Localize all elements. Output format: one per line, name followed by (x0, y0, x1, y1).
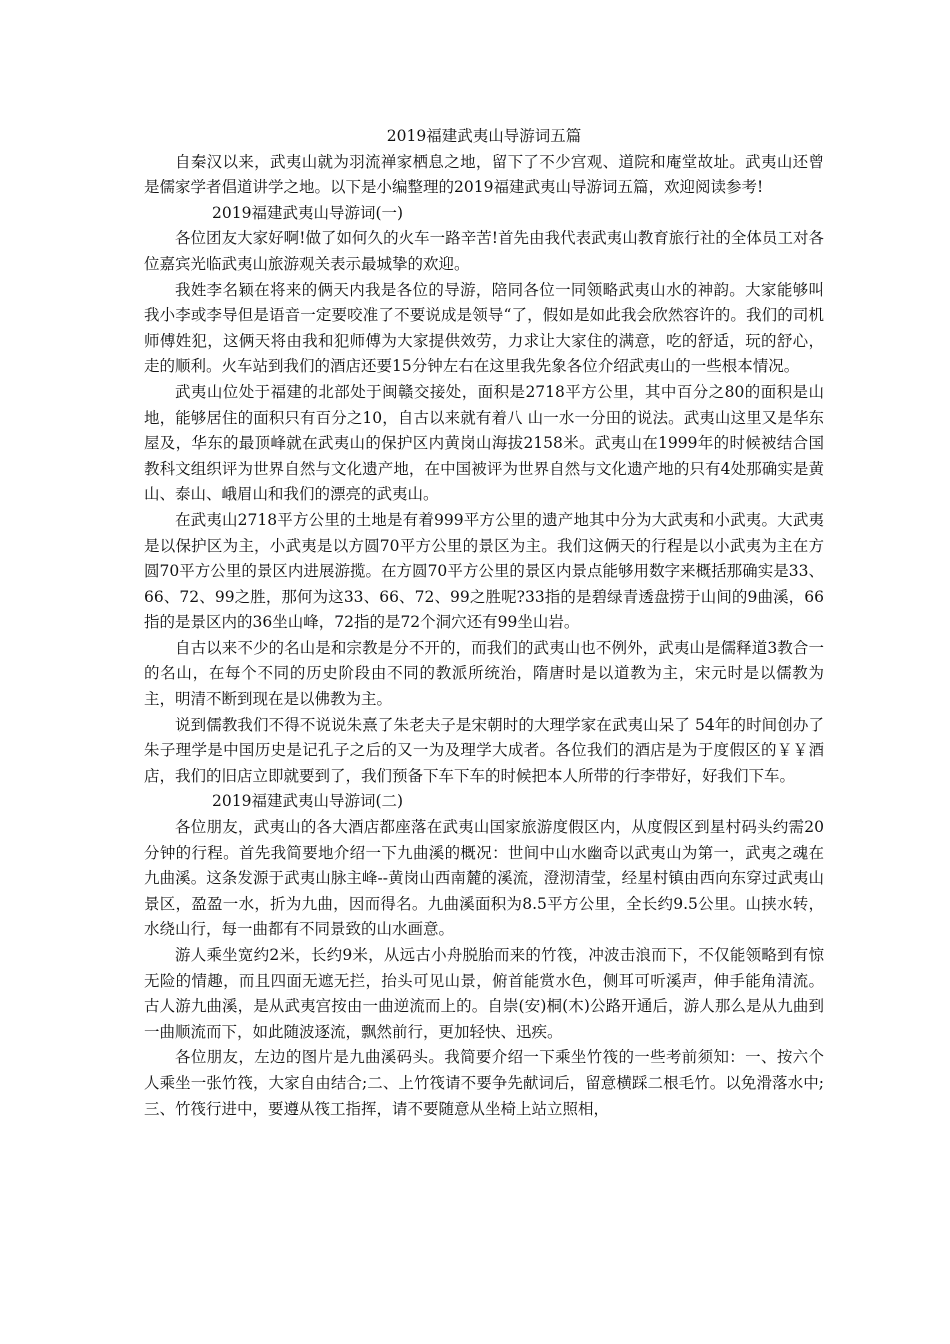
section-heading-2: 2019福建武夷山导游词(二) (212, 792, 404, 811)
paragraph: 各位朋友，左边的图片是九曲溪码头。我简要介绍一下乘坐竹筏的一些考前须知：一、按六个人乘坐一张竹筏，大家自由结合;二、上竹筏请不要争先献词后，留意横踩二根毛竹。以免滑落水中;三、竹筏行进中，要遵从筏工指挥，请不要随意从坐椅上站立照相， (144, 1048, 824, 1118)
section-heading-1: 2019福建武夷山导游词(一) (212, 203, 404, 222)
paragraph: 各位团友大家好啊!做了如何久的火车一路辛苦!首先由我代表武夷山教育旅行社的全体员工对各位嘉宾光临武夷山旅游观关表示最城挚的欢迎。 (144, 229, 824, 273)
intro-paragraph: 自秦汉以来，武夷山就为羽流禅家栖息之地，留下了不少宫观、道院和庵堂故址。武夷山还曾是儒家学者倡道讲学之地。以下是小编整理的2019福建武夷山导游词五篇，欢迎阅读参考! (144, 152, 824, 197)
paragraph: 在武夷山2718平方公里的土地是有着999平方公里的遗产地其中分为大武夷和小武夷。大武夷是以保护区为主，小武夷是以方圆70平方公里的景区为主。我们这俩天的行程是以小武夷为主在方圆70平方公里的景区内进展游揽。在方圆70平方公里的景区内景点能够用数字来概括那确实是33、66、72、99之胜，那何为这33、66、72、99之胜呢?33指的是碧绿青透盘捞于山间的9曲溪，66指的是景区内的36坐山峰，72指的是72个洞穴还有99坐山岩。 (144, 510, 824, 632)
document-body (144, 124, 824, 1122)
paragraph: 游人乘坐宽约2米，长约9米，从远古小舟脱胎而来的竹筏，冲波击浪而下，不仅能领略到有惊无险的情趣，而且四面无遮无拦，抬头可见山景，俯首能赏水色，侧耳可听溪声，伸手能角清流。古人游九曲溪，是从武夷宫按由一曲逆流而上的。自崇(安)桐(木)公路开通后，游人那么是从九曲到一曲顺流而下，如此随波逐流，飘然前行，更加轻快、迅疾。 (144, 946, 824, 1041)
paragraph: 武夷山位处于福建的北部处于闽赣交接处，面积是2718平方公里，其中百分之80的面积是山地，能够居住的面积只有百分之10，自古以来就有着八 山一水一分田的说法。武夷山这里又是华东屋及，华东的最顶峰就在武夷山的保护区内黄岗山海拔2158米。武夷山在1999年的时候被结合国教科文组织评为世界自然与文化遗产地，在中国被评为世界自然与文化遗产地的只有4处那确实是黄山、泰山、峨眉山和我们的漂亮的武夷山。 (144, 382, 824, 504)
paragraph: 各位朋友，武夷山的各大酒店都座落在武夷山国家旅游度假区内，从度假区到星村码头约需20分钟的行程。首先我简要地介绍一下九曲溪的概况：世间中山水幽奇以武夷山为第一，武夷之魂在九曲溪。这条发源于武夷山脉主峰--黄岗山西南麓的溪流，澄沏清莹，经星村镇由西向东穿过武夷山景区，盈盈一水，折为九曲，因而得名。九曲溪面积为8.5平方公里，全长约9.5公里。山挟水转，水绕山行，每一曲都有不同景致的山水画意。 (144, 818, 824, 939)
paragraph: 自古以来不少的名山是和宗教是分不开的，而我们的武夷山也不例外，武夷山是儒释道3教合一的名山，在每个不同的历史阶段由不同的教派所统治，隋唐时是以道教为主，宋元时是以儒教为主，明清不断到现在是以佛教为主。 (144, 638, 824, 709)
paragraph: 说到儒教我们不得不说说朱熹了朱老夫子是宋朝时的大理学家在武夷山呆了 54年的时间创办了朱子理学是中国历史是记孔子之后的又一为及理学大成者。各位我们的酒店是为于度假区的￥￥酒店，我们的旧店立即就要到了，我们预备下车下车的时候把本人所带的行李带好，好我们下车。 (144, 715, 824, 785)
paragraph: 我姓李名颖在将来的俩天内我是各位的导游，陪同各位一同领略武夷山水的神韵。大家能够叫我小李或李导但是语音一定要咬准了不要说成是领导“了，假如是如此我会欣然容许的。我们的司机师傅姓犯，这俩天将由我和犯师傅为大家提供效劳，力求让大家住的满意，吃的舒适，玩的舒心，走的顺利。火车站到我们的酒店还要15分钟左右在这里我先象各位介绍武夷山的一些根本情况。 (144, 280, 824, 376)
document-title: 2019福建武夷山导游词五篇 (386, 127, 582, 145)
